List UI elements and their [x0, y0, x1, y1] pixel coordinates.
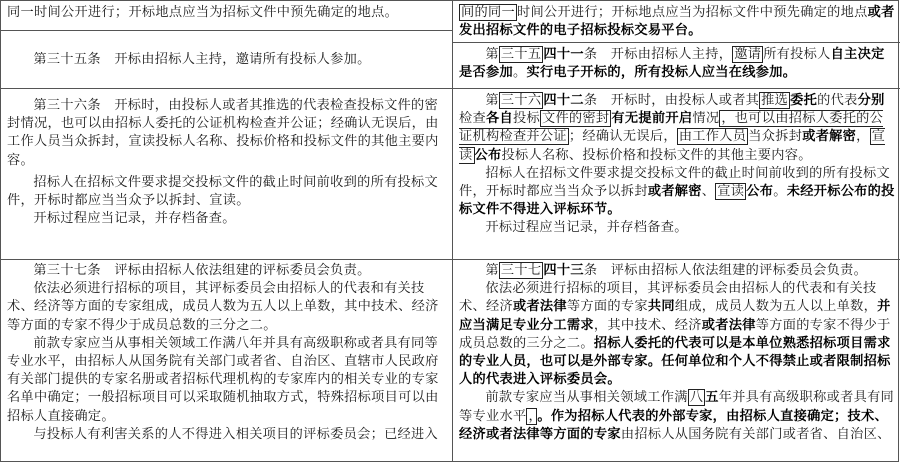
added-text: 公布 — [746, 184, 774, 200]
added-text: 四十三 — [543, 263, 584, 278]
paragraph — [459, 92, 895, 165]
added-text: 未经开标公布的投标文件不得进入评标环节。 — [459, 184, 895, 218]
deleted-text-box: 文件的密封 — [541, 111, 610, 127]
text-segment: 的代表 — [817, 93, 858, 108]
table-row — [1, 31, 452, 89]
paragraph: 第三十五条 开标由招标人主持，邀请所有投标人参加。 — [33, 52, 371, 67]
paragraph — [459, 4, 895, 40]
table-row — [1, 1, 452, 31]
deleted-text-box: ，也可以由招标人委托的公证机构检查并公证 — [459, 111, 884, 145]
text-segment: 由招标人从国务院有关部门或者省、自治区、 — [620, 426, 891, 442]
paragraph — [459, 46, 895, 82]
row-3-left-cell — [7, 97, 446, 228]
text-segment: 检查 — [459, 111, 486, 127]
text-segment: 当众拆封 — [748, 129, 803, 145]
paragraph — [459, 280, 895, 389]
paragraph: 与投标人有利害关系的人不得进入相关项目的评标委员会；已经进入 — [33, 426, 439, 442]
paragraph: 第三十七条 评标由招标人依法组建的评标委员会负责。 — [33, 263, 371, 278]
row-2-right-cell — [459, 46, 895, 82]
deleted-text-box: 八 — [689, 390, 704, 406]
row-4-left-cell — [7, 262, 446, 444]
paragraph: 招标人在招标文件要求提交投标文件的截止时间前收到的所有投标文件，开标时都应当当众予以拆封、宣读。 — [7, 174, 439, 209]
deleted-text-box: 邀请 — [734, 47, 762, 62]
text-segment: 等方面的专家不得少于成员总数的三分之二。 — [459, 317, 891, 351]
added-text: 或者解密 — [802, 129, 857, 145]
deleted-text-box: ， — [528, 408, 536, 424]
deleted-text-box: 宣读 — [459, 129, 886, 163]
text-segment: 第 — [485, 93, 499, 108]
row-4-right-cell — [459, 262, 895, 444]
paragraph: 依法必须进行招标的项目，其评标委员会由招标人的代表和有关技术、经济等方面的专家组成，成员人数为五人以上单数，其中技术、经济等方面的专家不得少于成员总数的三分之二。 — [7, 281, 439, 333]
text-segment: 情况 — [692, 111, 720, 127]
added-text: 各自 — [485, 111, 513, 127]
paragraph — [459, 165, 895, 220]
revised-text-column — [452, 1, 900, 461]
added-text: 或者发出招标文件的电子招标投标交易平台。 — [459, 5, 895, 39]
table-row — [1, 260, 452, 463]
row-1-left-cell — [7, 4, 446, 22]
text-segment: 前款专家应当从事相关领域工作满 — [485, 390, 688, 406]
text-segment: 依法必须进行招标的项目，其评标委员会由招标人的代表和有关技术、经济 — [459, 281, 877, 315]
row-1-right-cell — [459, 4, 895, 40]
paragraph: 开标过程应当记录，并存档备查。 — [33, 211, 236, 227]
added-text: 或者解密 — [647, 184, 702, 200]
text-segment: 条 评标由招标人依法组建的评标委员会负责。 — [583, 263, 868, 278]
table-row — [453, 260, 900, 463]
deleted-text-box: 三十六 — [500, 93, 542, 108]
deleted-text-box: 宣读 — [717, 184, 745, 200]
paragraph: 同一时间公开进行；开标地点应当为招标文件中预先确定的地点。 — [7, 5, 399, 20]
added-text: 委托 — [790, 93, 818, 108]
added-text: 公布 — [474, 147, 502, 163]
added-text: 五 — [705, 390, 719, 406]
original-text-column — [1, 1, 452, 461]
text-segment: 组成，成员人数为五人以上单数， — [674, 299, 878, 315]
text-segment: 所有投标人 — [763, 47, 831, 62]
text-segment: ；经确认无误后， — [568, 129, 677, 145]
text-segment: 条 开标时，由投标人或者其 — [583, 93, 760, 108]
paragraph: 前款专家应当从事相关领域工作满八年并具有高级职称或者具有同等专业水平，由招标人从国务院有关部门或者省、自治区、直辖市人民政府有关部门提供的专家名册或者招标代理机构的专家库内的相关专业的专家名单中确定；一般招标项目可以采取随机抽取方式，特殊招标项目可以由招标人直接确定。 — [7, 335, 439, 424]
deleted-text-box: 三十七 — [500, 263, 542, 278]
text-segment: 年并具有高级职称或者具有同等专业水平 — [459, 390, 895, 424]
text-segment: 。 — [512, 65, 527, 81]
paragraph — [459, 219, 895, 237]
text-segment: 招标人在招标文件要求提交投标文件的截止时间前收到的所有投标文件，开标时都应当当众予以拆封 — [459, 165, 891, 200]
added-text: 实行电子开标的，所有投标人应当在线参加。 — [526, 65, 797, 81]
table-row — [453, 1, 900, 43]
text-segment: ，其中技术、经济 — [593, 317, 702, 333]
table-row — [1, 89, 452, 260]
deleted-text-box: 三十五 — [500, 47, 542, 62]
added-text: 。作为招标人代表的外部专家，由招标人直接确定；技术、经济或者法律等方面的专家 — [459, 408, 889, 442]
text-segment: 开标过程应当记录，并存档备查。 — [485, 220, 688, 236]
added-text: 共同 — [647, 299, 675, 315]
added-text: 招标人委托的代表可以是本单位熟悉招标项目需求的专业人员，也可以是外部专家。任何单位和个人不得禁止或者限制招标人的代表进入评标委员会。 — [459, 335, 891, 388]
text-segment: 条 开标由招标人主持， — [583, 47, 733, 62]
added-text: 四十一 — [543, 47, 584, 62]
paragraph — [459, 262, 895, 280]
table-row — [453, 43, 900, 89]
deleted-text-box: 推选 — [761, 93, 789, 108]
text-segment: 投标 — [512, 111, 540, 127]
row-2-left-cell — [7, 51, 446, 69]
deleted-text-box: 间的同一 — [461, 5, 515, 20]
text-segment: 等方面的专家 — [566, 299, 648, 315]
added-text: 分别 — [857, 93, 885, 108]
text-segment: ， — [856, 129, 870, 145]
added-text: 有无提前开启 — [611, 111, 693, 127]
paragraph: 第三十六条 开标时，由投标人或者其推选的代表检查投标文件的密封情况，也可以由招标人委托的公证机构检查并公证；经确认无误后，由工作人员当众拆封，宣读投标人名称、投标价格和投标文件的其他主要内容。 — [7, 98, 439, 168]
added-text: 并应当满足专业分工需求 — [459, 299, 891, 333]
added-text: 四十二 — [543, 93, 584, 108]
paragraph — [459, 389, 895, 444]
added-text: 或者法律 — [512, 299, 567, 315]
text-segment: 时间公开进行；开标地点应当为招标文件中预先确定的地点 — [516, 5, 868, 20]
row-3-right-cell — [459, 92, 895, 238]
text-segment: 、 — [701, 184, 716, 200]
added-text: 或者法律 — [701, 317, 756, 333]
text-segment: 投标人名称、投标价格和投标文件的其他主要内容。 — [501, 147, 812, 163]
text-segment: 第 — [485, 263, 499, 278]
text-segment: 第 — [485, 47, 499, 62]
table-row — [453, 89, 900, 260]
deleted-text-box: 由工作人员 — [678, 129, 747, 145]
text-segment: 。 — [773, 184, 787, 200]
added-text: 自主决定是否参加 — [459, 47, 885, 81]
